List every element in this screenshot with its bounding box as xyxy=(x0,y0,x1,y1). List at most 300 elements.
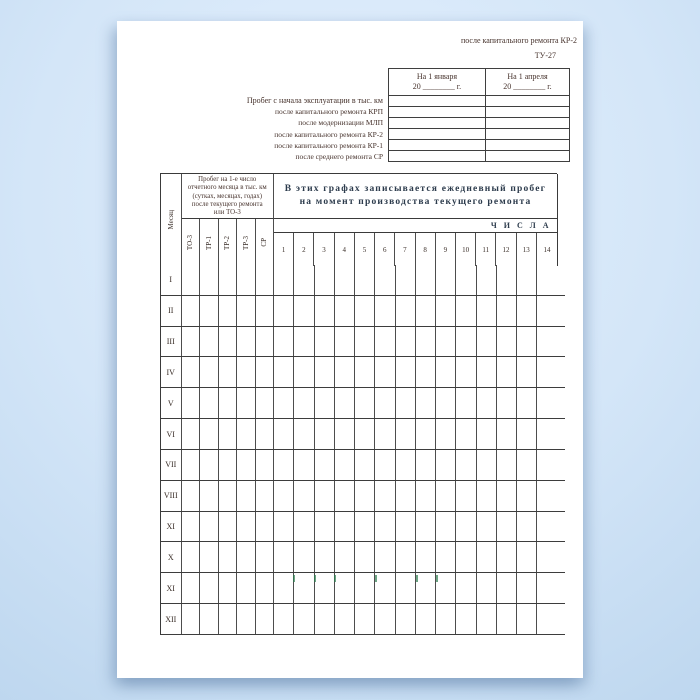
quarter-table-cell-april xyxy=(486,129,569,139)
grid-cell xyxy=(456,542,476,572)
grid-cell xyxy=(315,573,335,603)
table-row xyxy=(161,542,565,573)
grid-cell xyxy=(537,512,557,542)
grid-cell xyxy=(237,604,256,634)
mileage-label-line: после капитального ремонта КР-2 xyxy=(274,129,383,139)
quarter-header-january-year: 20 ________ г. xyxy=(412,82,462,91)
quarter-table-row xyxy=(389,151,569,161)
grid-cell xyxy=(335,542,355,572)
grid-cell xyxy=(256,327,275,357)
scan-artifact xyxy=(416,575,418,582)
grid-cell xyxy=(219,357,238,387)
day-number-cell: 3 xyxy=(314,233,334,266)
grid-cell xyxy=(182,481,201,511)
daily-run-header-line1: В этих графах записывается ежедневный пробег xyxy=(284,184,547,194)
mileage-label-line: после модернизации МЛП xyxy=(298,118,383,128)
grid-cell xyxy=(335,573,355,603)
mileage-label-line: после среднего ремонта СР xyxy=(295,151,383,161)
grid-cell xyxy=(294,357,314,387)
grid-cell xyxy=(436,481,456,511)
service-header-cell xyxy=(200,219,219,266)
grid-cell xyxy=(315,450,335,480)
grid-cell xyxy=(335,327,355,357)
grid-cell xyxy=(355,481,375,511)
grid-cell xyxy=(497,388,517,418)
grid-cell xyxy=(315,296,335,326)
grid-cell xyxy=(537,542,557,572)
month-cell: VI xyxy=(161,419,182,449)
grid-cell xyxy=(219,512,238,542)
quarter-table-row xyxy=(389,107,569,118)
grid-cell xyxy=(274,357,294,387)
grid-cell xyxy=(200,542,219,572)
grid-cell xyxy=(497,357,517,387)
grid-cell xyxy=(355,573,375,603)
grid-cell xyxy=(517,388,537,418)
grid-cell xyxy=(294,573,314,603)
day-number-cell: 2 xyxy=(294,233,314,266)
month-cell: VII xyxy=(161,450,182,480)
grid-cell xyxy=(294,296,314,326)
day-number-cell: 7 xyxy=(395,233,415,266)
grid-cell xyxy=(219,542,238,572)
grid-cell xyxy=(436,357,456,387)
day-number-cell: 12 xyxy=(496,233,516,266)
grid-cell xyxy=(335,419,355,449)
grid-cell xyxy=(355,296,375,326)
day-number-cell: 13 xyxy=(517,233,537,266)
grid-cell xyxy=(416,573,436,603)
grid-cell xyxy=(517,357,537,387)
quarter-table-row xyxy=(389,118,569,129)
chisla-label: Ч И С Л А xyxy=(274,219,558,233)
grid-cell xyxy=(456,573,476,603)
grid-cell xyxy=(274,573,294,603)
month-cell: X xyxy=(161,542,182,572)
grid-cell xyxy=(274,512,294,542)
row-edge-overhang xyxy=(558,296,565,326)
mileage-label-line: Пробег с начала эксплуатации в тыс. км xyxy=(246,96,383,105)
grid-cell xyxy=(237,573,256,603)
grid-cell xyxy=(256,512,275,542)
grid-cell xyxy=(274,481,294,511)
grid-cell xyxy=(537,357,557,387)
grid-cell xyxy=(477,481,497,511)
row-edge-overhang xyxy=(558,573,565,603)
grid-cell xyxy=(477,357,497,387)
grid-cell xyxy=(477,388,497,418)
grid-cell xyxy=(256,419,275,449)
grid-cell xyxy=(436,327,456,357)
grid-cell xyxy=(537,296,557,326)
table-row xyxy=(161,450,565,481)
grid-cell xyxy=(237,542,256,572)
grid-cell xyxy=(375,512,395,542)
probeg-header-line: (сутках, месяцах, годах) xyxy=(192,192,263,200)
month-column-header-label: Месяц xyxy=(166,210,175,230)
grid-cell xyxy=(497,419,517,449)
scan-artifact xyxy=(436,575,438,582)
grid-cell xyxy=(256,573,275,603)
grid-cell xyxy=(396,542,416,572)
quarter-table xyxy=(388,68,570,162)
service-header-label: СР xyxy=(260,238,269,247)
grid-cell xyxy=(416,265,436,295)
service-header-label: ТО-3 xyxy=(186,234,195,251)
grid-cell xyxy=(219,388,238,418)
grid-cell xyxy=(416,450,436,480)
grid-cell xyxy=(517,296,537,326)
grid-cell xyxy=(315,327,335,357)
grid-cell xyxy=(274,265,294,295)
grid-cell xyxy=(456,481,476,511)
day-number-cell: 11 xyxy=(476,233,496,266)
table-row xyxy=(161,604,565,635)
quarter-table-header-april xyxy=(486,69,569,95)
service-header-cell xyxy=(219,219,238,266)
grid-cell xyxy=(396,296,416,326)
quarter-table-row xyxy=(389,129,569,140)
header-note-kr2: после капитального ремонта КР-2 xyxy=(460,36,577,45)
grid-cell xyxy=(456,327,476,357)
grid-cell xyxy=(537,419,557,449)
grid-cell xyxy=(237,296,256,326)
row-edge-overhang xyxy=(558,512,565,542)
grid-cell xyxy=(200,388,219,418)
document-page xyxy=(117,21,583,678)
quarter-table-cell-april xyxy=(486,107,569,117)
grid-cell xyxy=(355,419,375,449)
grid-cell xyxy=(237,512,256,542)
grid-cell xyxy=(537,573,557,603)
grid-cell xyxy=(416,542,436,572)
grid-cell xyxy=(517,265,537,295)
grid-cell xyxy=(375,327,395,357)
service-header-row xyxy=(182,219,275,266)
grid-cell xyxy=(256,357,275,387)
day-number-cell: 6 xyxy=(375,233,395,266)
mileage-label-line: после капитального ремонта КРП xyxy=(275,107,383,117)
table-row xyxy=(161,512,565,543)
grid-cell xyxy=(416,481,436,511)
grid-cell xyxy=(315,419,335,449)
grid-cell xyxy=(456,265,476,295)
grid-cell xyxy=(436,265,456,295)
grid-cell xyxy=(477,573,497,603)
grid-cell xyxy=(497,604,517,634)
day-number-cell: 14 xyxy=(543,245,551,254)
grid-cell xyxy=(477,542,497,572)
grid-cell xyxy=(182,327,201,357)
grid-cell xyxy=(182,604,201,634)
grid-cell xyxy=(375,450,395,480)
row-edge-overhang xyxy=(558,327,565,357)
mileage-labels xyxy=(117,95,385,162)
grid-cell xyxy=(355,357,375,387)
grid-cell xyxy=(200,573,219,603)
grid-cell xyxy=(396,265,416,295)
row-edge-overhang xyxy=(558,481,565,511)
grid-cell xyxy=(517,542,537,572)
grid-cell xyxy=(200,265,219,295)
service-header-label: ТР-1 xyxy=(204,235,213,250)
table-row xyxy=(161,573,565,604)
grid-cell xyxy=(335,388,355,418)
grid-cell xyxy=(294,419,314,449)
scan-artifact xyxy=(314,575,316,582)
grid-cell xyxy=(315,604,335,634)
grid-cell xyxy=(436,512,456,542)
grid-cell xyxy=(396,419,416,449)
grid-cell xyxy=(537,481,557,511)
grid-cell xyxy=(497,296,517,326)
grid-cell xyxy=(517,604,537,634)
grid-cell xyxy=(477,265,497,295)
probeg-header-line: или ТО-3 xyxy=(213,209,241,217)
main-table xyxy=(160,173,565,635)
grid-cell xyxy=(219,604,238,634)
grid-cell xyxy=(315,357,335,387)
day-number-cell: 9 xyxy=(436,233,456,266)
grid-cell xyxy=(396,450,416,480)
grid-cell xyxy=(315,481,335,511)
grid-cell xyxy=(237,327,256,357)
row-edge-overhang xyxy=(558,450,565,480)
table-row xyxy=(161,481,565,512)
grid-cell xyxy=(200,450,219,480)
daily-run-header-line2: на момент производства текущего ремонта xyxy=(299,197,532,207)
day-number-cell: 4 xyxy=(335,233,355,266)
scan-artifact xyxy=(334,575,336,582)
grid-cell xyxy=(456,604,476,634)
grid-cell xyxy=(497,481,517,511)
quarter-table-body xyxy=(389,96,569,161)
mileage-label-line: после капитального ремонта КР-1 xyxy=(274,140,383,150)
grid-cell xyxy=(294,512,314,542)
quarter-table-cell-january xyxy=(389,129,486,139)
quarter-table-cell-january xyxy=(389,140,486,150)
grid-cell xyxy=(315,388,335,418)
probeg-header-cell xyxy=(182,174,275,219)
grid-cell xyxy=(436,419,456,449)
grid-cell xyxy=(219,265,238,295)
grid-cell xyxy=(355,265,375,295)
grid-cell xyxy=(274,296,294,326)
grid-cell xyxy=(355,512,375,542)
grid-cell xyxy=(335,296,355,326)
grid-cell xyxy=(477,419,497,449)
grid-cell xyxy=(200,604,219,634)
scan-artifact xyxy=(375,575,377,582)
grid-cell xyxy=(256,265,275,295)
grid-cell xyxy=(256,296,275,326)
day-number-cell: 8 xyxy=(416,233,436,266)
grid-cell xyxy=(335,265,355,295)
daily-run-header xyxy=(274,174,558,219)
grid-cell xyxy=(416,296,436,326)
probeg-header-line: после текущего ремонта xyxy=(191,200,263,208)
grid-cell xyxy=(416,604,436,634)
grid-cell xyxy=(416,388,436,418)
grid-cell xyxy=(182,419,201,449)
grid-cell xyxy=(537,265,557,295)
table-body xyxy=(160,265,565,635)
grid-cell xyxy=(294,388,314,418)
grid-cell xyxy=(237,265,256,295)
grid-cell xyxy=(182,542,201,572)
grid-cell xyxy=(497,542,517,572)
grid-cell xyxy=(477,450,497,480)
service-header-label: ТР-2 xyxy=(223,235,232,250)
grid-cell xyxy=(256,388,275,418)
row-edge-overhang xyxy=(558,604,565,634)
grid-cell xyxy=(200,481,219,511)
grid-cell xyxy=(456,512,476,542)
grid-cell xyxy=(219,296,238,326)
grid-cell xyxy=(396,327,416,357)
grid-cell xyxy=(477,512,497,542)
grid-cell xyxy=(182,573,201,603)
grid-cell xyxy=(456,419,476,449)
grid-cell xyxy=(436,573,456,603)
grid-cell xyxy=(274,450,294,480)
row-edge-overhang xyxy=(558,357,565,387)
grid-cell xyxy=(294,450,314,480)
quarter-table-cell-april xyxy=(486,118,569,128)
day-number-cell: 5 xyxy=(355,233,375,266)
quarter-table-cell-january xyxy=(389,96,486,106)
probeg-header-line: Пробег на 1-е число xyxy=(198,176,257,183)
grid-cell xyxy=(517,450,537,480)
row-edge-overhang xyxy=(558,542,565,572)
row-edge-overhang xyxy=(558,265,565,295)
grid-cell xyxy=(396,481,416,511)
grid-cell xyxy=(375,573,395,603)
grid-cell xyxy=(537,450,557,480)
grid-cell xyxy=(200,512,219,542)
month-cell: XII xyxy=(161,604,182,634)
grid-cell xyxy=(315,542,335,572)
grid-cell xyxy=(497,265,517,295)
grid-cell xyxy=(396,357,416,387)
grid-cell xyxy=(477,604,497,634)
grid-cell xyxy=(375,296,395,326)
grid-cell xyxy=(517,327,537,357)
grid-cell xyxy=(219,573,238,603)
month-column-header xyxy=(161,174,182,266)
table-row xyxy=(161,388,565,419)
grid-cell xyxy=(182,450,201,480)
grid-cell xyxy=(375,481,395,511)
day-number-cell: 1 xyxy=(274,233,294,266)
grid-cell xyxy=(456,296,476,326)
quarter-table-cell-january xyxy=(389,151,486,161)
header-note-tu: ТУ-27 xyxy=(534,51,556,60)
grid-cell xyxy=(477,327,497,357)
service-header-cell xyxy=(237,219,256,266)
grid-cell xyxy=(436,388,456,418)
quarter-table-row xyxy=(389,96,569,107)
grid-cell xyxy=(200,357,219,387)
grid-cell xyxy=(315,512,335,542)
table-row xyxy=(161,419,565,450)
grid-cell xyxy=(335,481,355,511)
grid-cell xyxy=(294,604,314,634)
grid-cell xyxy=(456,388,476,418)
grid-cell xyxy=(182,296,201,326)
grid-cell xyxy=(274,388,294,418)
grid-cell xyxy=(497,450,517,480)
grid-cell xyxy=(294,327,314,357)
grid-cell xyxy=(396,388,416,418)
grid-cell xyxy=(375,265,395,295)
table-row xyxy=(161,357,565,388)
quarter-header-april-year: 20 ________ г. xyxy=(503,82,552,91)
service-header-cell xyxy=(256,219,275,266)
grid-cell xyxy=(182,357,201,387)
grid-cell xyxy=(274,542,294,572)
grid-cell xyxy=(256,481,275,511)
quarter-table-cell-january xyxy=(389,118,486,128)
grid-cell xyxy=(436,450,456,480)
grid-cell xyxy=(294,481,314,511)
grid-cell xyxy=(219,327,238,357)
quarter-table-cell-january xyxy=(389,107,486,117)
grid-cell xyxy=(335,357,355,387)
grid-cell xyxy=(517,512,537,542)
grid-cell xyxy=(396,604,416,634)
grid-cell xyxy=(497,327,517,357)
grid-cell xyxy=(274,604,294,634)
grid-cell xyxy=(416,512,436,542)
grid-cell xyxy=(436,296,456,326)
month-cell: XI xyxy=(161,512,182,542)
grid-cell xyxy=(237,450,256,480)
grid-cell xyxy=(200,419,219,449)
grid-cell xyxy=(355,388,375,418)
grid-cell xyxy=(396,573,416,603)
grid-cell xyxy=(237,357,256,387)
grid-cell xyxy=(355,450,375,480)
grid-cell xyxy=(436,604,456,634)
grid-cell xyxy=(497,573,517,603)
grid-cell xyxy=(355,542,375,572)
grid-cell xyxy=(294,542,314,572)
row-edge-overhang xyxy=(558,388,565,418)
grid-cell xyxy=(456,450,476,480)
grid-cell xyxy=(274,419,294,449)
quarter-table-cell-april xyxy=(486,96,569,106)
grid-cell xyxy=(256,542,275,572)
month-cell: III xyxy=(161,327,182,357)
grid-cell xyxy=(182,388,201,418)
quarter-header-january-label: На 1 января xyxy=(416,72,458,81)
grid-cell xyxy=(237,419,256,449)
grid-cell xyxy=(274,327,294,357)
grid-cell xyxy=(182,265,201,295)
month-cell: V xyxy=(161,388,182,418)
grid-cell xyxy=(375,604,395,634)
grid-cell xyxy=(517,573,537,603)
grid-cell xyxy=(497,512,517,542)
grid-cell xyxy=(335,512,355,542)
grid-cell xyxy=(436,542,456,572)
grid-cell xyxy=(537,327,557,357)
grid-cell xyxy=(396,512,416,542)
grid-cell xyxy=(294,265,314,295)
grid-cell xyxy=(517,419,537,449)
day-number-cell: 10 xyxy=(456,233,476,266)
